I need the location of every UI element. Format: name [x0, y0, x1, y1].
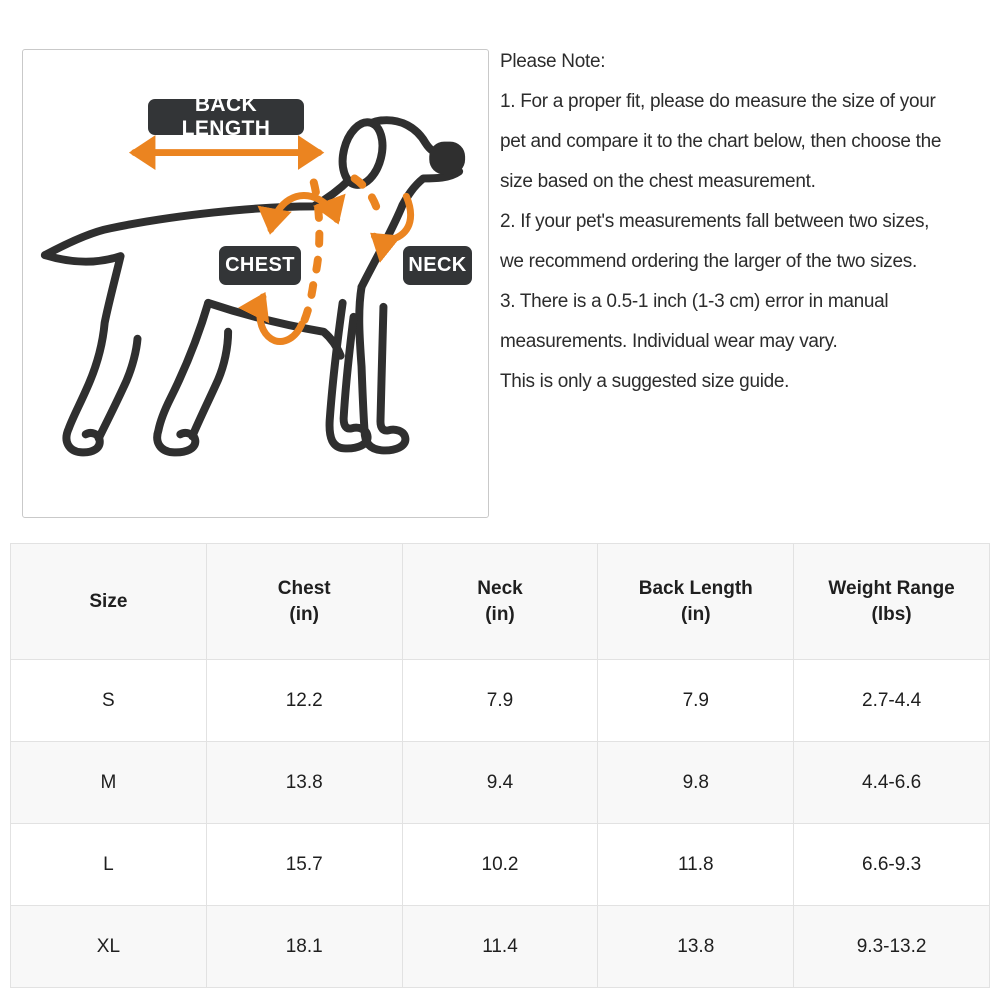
- neck-label: NECK: [403, 246, 472, 285]
- note-line: size based on the chest measurement.: [500, 171, 816, 192]
- table-cell: 9.8: [598, 742, 794, 824]
- table-cell: XL: [11, 906, 207, 988]
- table-cell: 12.2: [206, 660, 402, 742]
- note-line: 3. There is a 0.5-1 inch (1-3 cm) error in manual: [500, 291, 889, 312]
- table-cell: 9.3-13.2: [794, 906, 990, 988]
- table-cell: 11.4: [402, 906, 598, 988]
- table-cell: 7.9: [402, 660, 598, 742]
- table-cell: 15.7: [206, 824, 402, 906]
- table-cell: 13.8: [206, 742, 402, 824]
- note-line: pet and compare it to the chart below, then choose the: [500, 131, 942, 152]
- dog-nose: [429, 142, 465, 175]
- chest-arc-top: [271, 195, 337, 229]
- chest-label: CHEST: [219, 246, 301, 285]
- note-line: measurements. Individual wear may vary.: [500, 331, 838, 352]
- dog-measurement-diagram: [22, 49, 489, 518]
- dog-ear: [336, 118, 388, 189]
- back-length-label: BACK LENGTH: [148, 99, 304, 135]
- table-cell: M: [11, 742, 207, 824]
- table-cell: 9.4: [402, 742, 598, 824]
- table-body: [11, 660, 990, 988]
- table-cell: 13.8: [598, 906, 794, 988]
- note-line: This is only a suggested size guide.: [500, 371, 790, 392]
- table-cell: 7.9: [598, 660, 794, 742]
- table-cell: 2.7-4.4: [794, 660, 990, 742]
- header-cell: Weight Range (lbs): [794, 544, 990, 660]
- header-cell: Chest (in): [206, 544, 402, 660]
- table-cell: 18.1: [206, 906, 402, 988]
- table-cell: 6.6-9.3: [794, 824, 990, 906]
- header-cell: Back Length (in): [598, 544, 794, 660]
- header-cell: Size: [11, 544, 207, 660]
- table-row: [11, 660, 990, 742]
- note-line: 1. For a proper fit, please do measure the size of your: [500, 91, 936, 112]
- header-cell: Neck (in): [402, 544, 598, 660]
- table-cell: S: [11, 660, 207, 742]
- note-block: [500, 42, 996, 402]
- table-cell: 10.2: [402, 824, 598, 906]
- note-line: we recommend ordering the larger of the two sizes.: [500, 251, 917, 272]
- table-row: [11, 742, 990, 824]
- table-row: [11, 906, 990, 988]
- size-chart-table: [10, 543, 990, 988]
- table-cell: L: [11, 824, 207, 906]
- table-header-row: [11, 544, 990, 660]
- table-row: [11, 824, 990, 906]
- note-line: Please Note:: [500, 51, 606, 72]
- table-cell: 11.8: [598, 824, 794, 906]
- note-line: 2. If your pet's measurements fall between two sizes,: [500, 211, 930, 232]
- table-cell: 4.4-6.6: [794, 742, 990, 824]
